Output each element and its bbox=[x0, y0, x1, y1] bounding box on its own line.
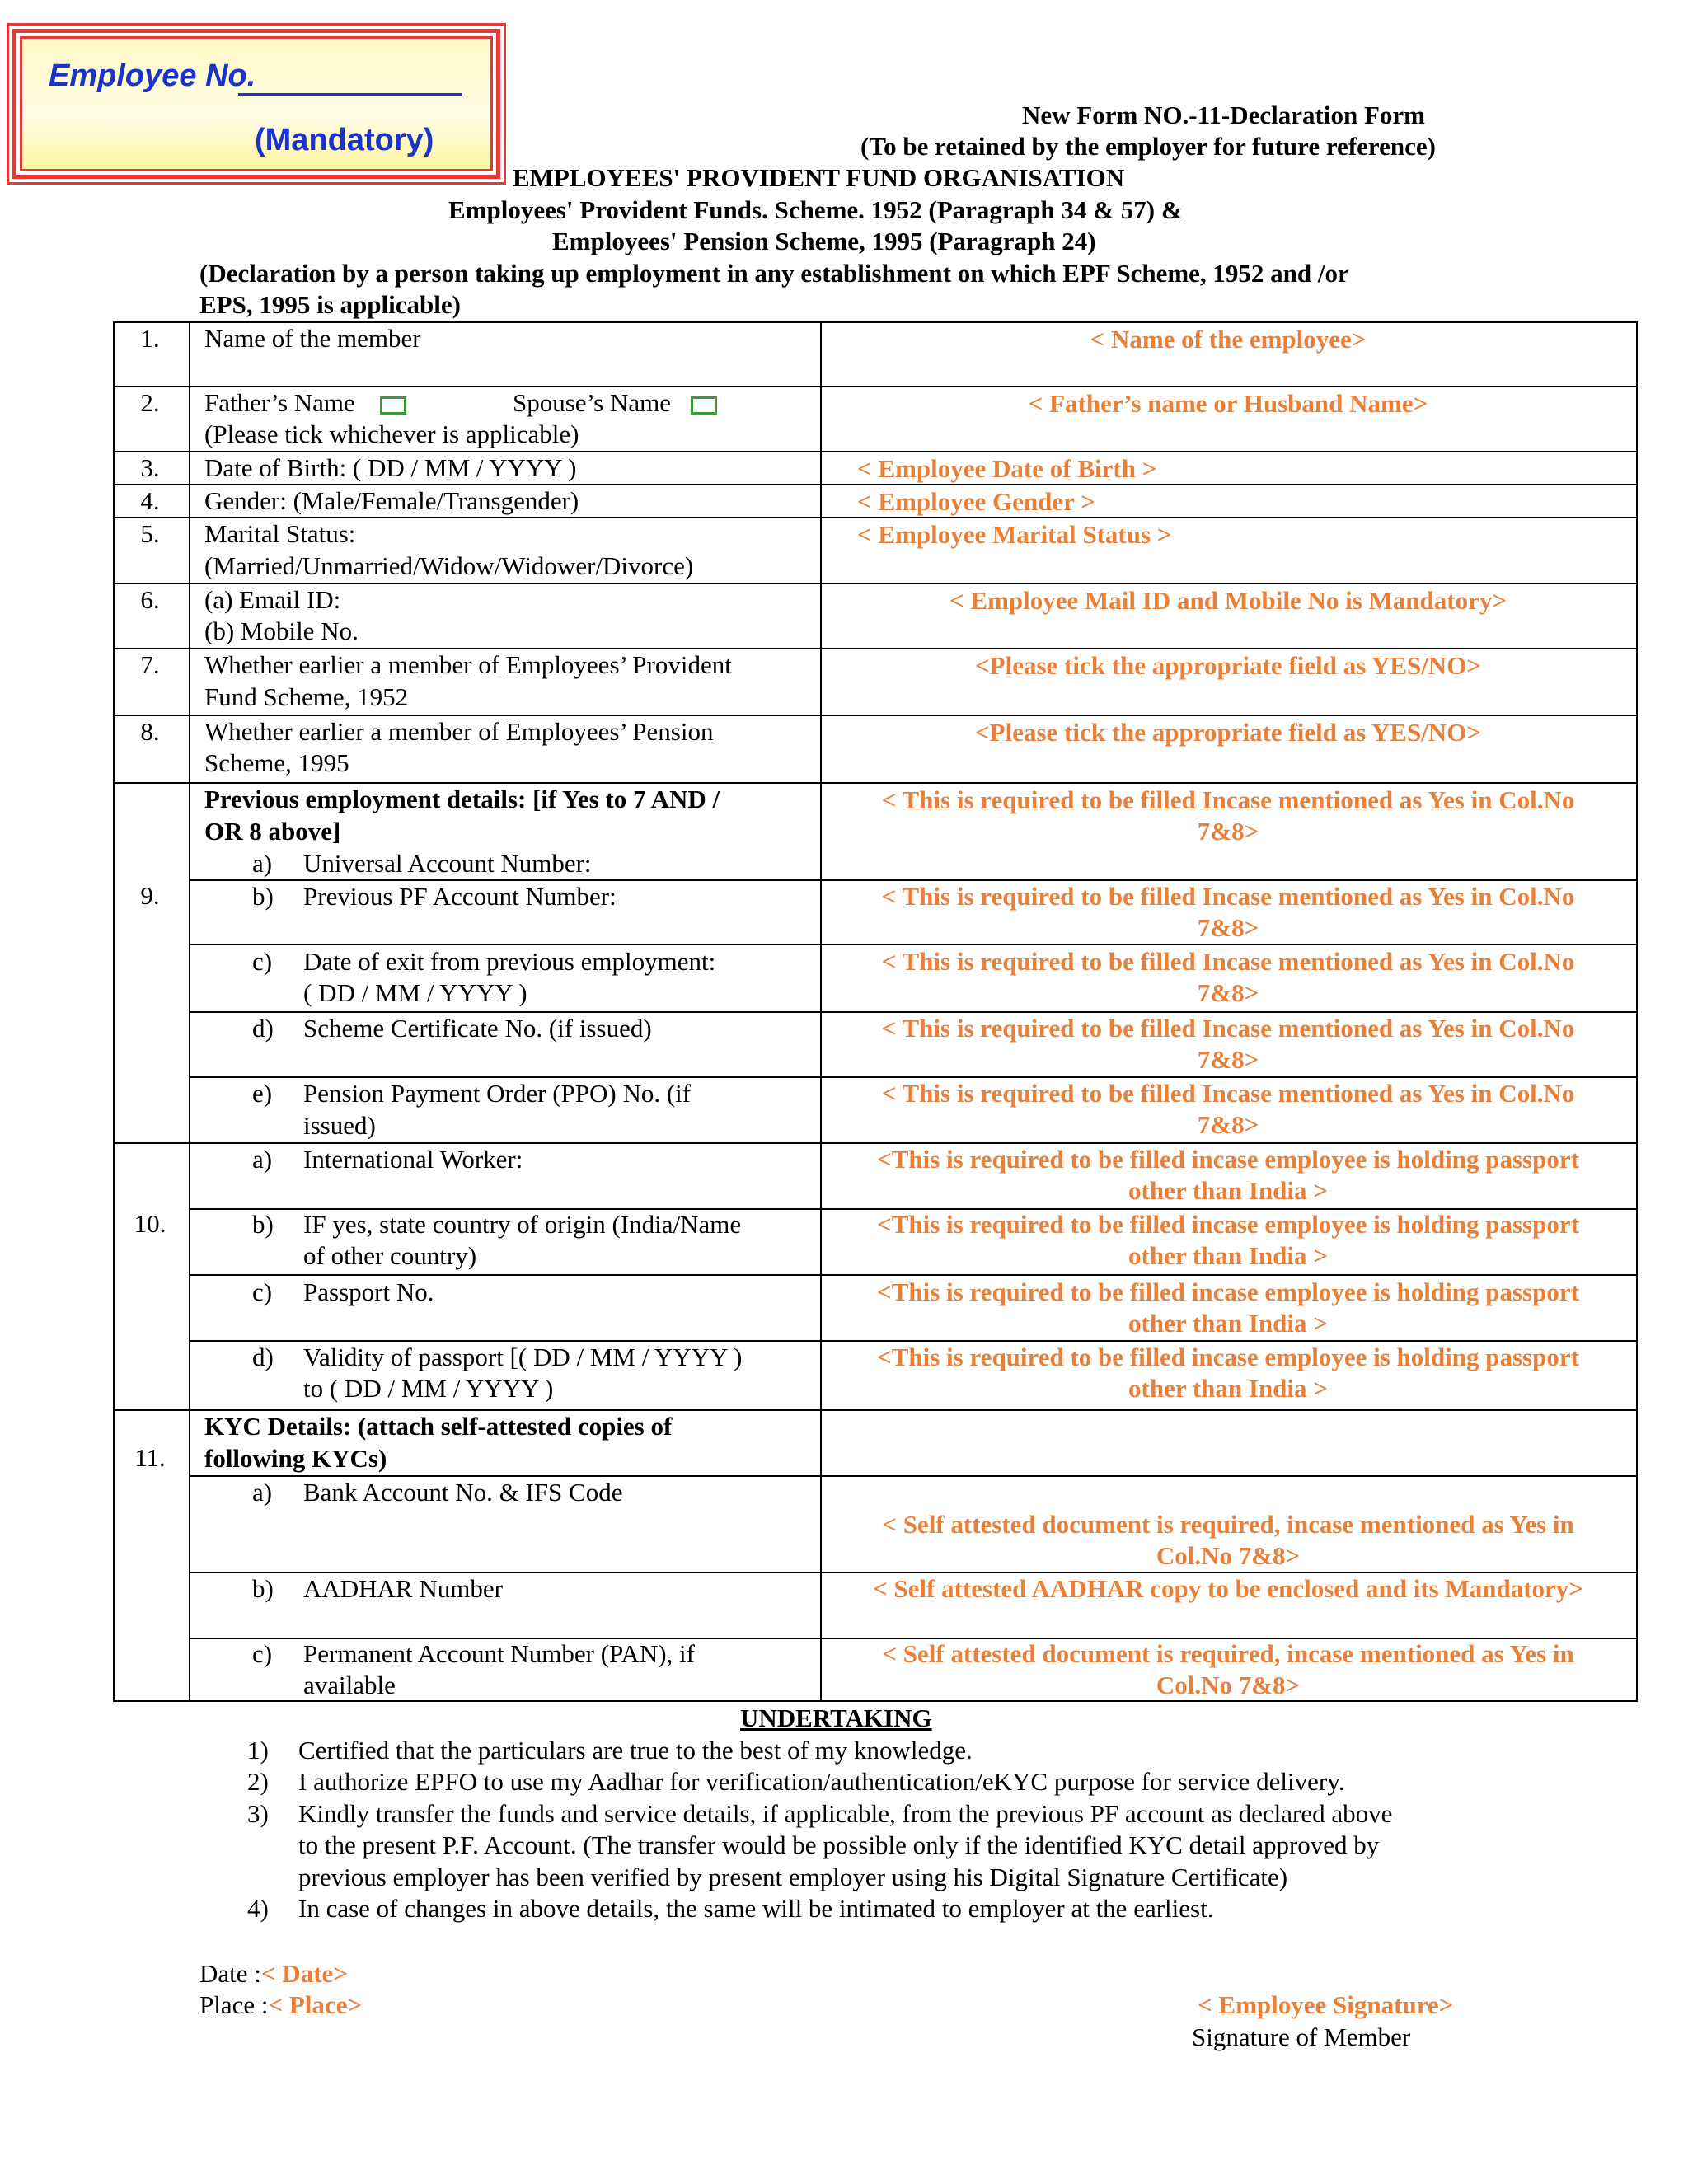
row-8-number: 8. bbox=[140, 717, 160, 746]
exit-date-label-2: ( DD / MM / YYYY ) bbox=[303, 978, 528, 1007]
intl-worker-label: International Worker: bbox=[303, 1145, 523, 1174]
row-6-number: 6. bbox=[140, 585, 160, 614]
row-3-number: 3. bbox=[140, 453, 160, 482]
eps-member-label-1: Whether earlier a member of Employees’ Pension bbox=[204, 717, 714, 746]
declaration-line-1: (Declaration by a person taking up employment in any establishment on which EPF Scheme, 1952 and /or bbox=[199, 259, 1349, 288]
bank-letter: a) bbox=[252, 1478, 273, 1507]
form-title: New Form NO.-11-Declaration Form bbox=[1022, 101, 1425, 129]
passport-field-line-1[interactable]: <This is required to be filled incase employee is holding passport bbox=[877, 1277, 1579, 1306]
member-name-field[interactable]: < Name of the employee> bbox=[1090, 325, 1367, 354]
passport-validity-letter: d) bbox=[252, 1343, 274, 1371]
intl-worker-letter: a) bbox=[252, 1145, 273, 1174]
undertaking-item-1-number: 1) bbox=[247, 1736, 269, 1765]
place-line bbox=[199, 1990, 362, 2021]
father-or-husband-name-field[interactable]: < Father’s name or Husband Name> bbox=[1028, 389, 1428, 418]
uan-label: Universal Account Number: bbox=[303, 849, 592, 878]
undertaking-item-2: I authorize EPFO to use my Aadhar for verification/authentication/eKYC purpose for service delivery. bbox=[298, 1767, 1345, 1796]
eps-member-field[interactable]: <Please tick the appropriate field as YES/NO> bbox=[975, 718, 1481, 747]
tick-note: (Please tick whichever is applicable) bbox=[204, 419, 579, 448]
undertaking-title: UNDERTAKING bbox=[740, 1704, 932, 1732]
passport-letter: c) bbox=[252, 1277, 273, 1306]
marital-status-options: (Married/Unmarried/Widow/Widower/Divorce) bbox=[204, 551, 694, 580]
exit-date-label-1: Date of exit from previous employment: bbox=[303, 947, 716, 976]
bank-label: Bank Account No. & IFS Code bbox=[303, 1478, 623, 1507]
undertaking-item-3-number: 3) bbox=[247, 1799, 269, 1828]
employee-number-line[interactable] bbox=[238, 93, 462, 96]
employee-number-box bbox=[7, 23, 506, 185]
scheme-cert-field-line-1[interactable]: < This is required to be filled Incase mentioned as Yes in Col.No bbox=[881, 1014, 1575, 1043]
row-4-number: 4. bbox=[140, 486, 160, 515]
scheme-line-2: Employees' Pension Scheme, 1995 (Paragraph 24) bbox=[552, 227, 1096, 255]
ppo-label-2: issued) bbox=[303, 1111, 376, 1140]
date-field[interactable]: < Date> bbox=[260, 1959, 348, 1988]
country-letter: b) bbox=[252, 1210, 274, 1239]
scheme-cert-field-line-2[interactable]: 7&8> bbox=[1197, 1045, 1259, 1074]
ppo-field-line-1[interactable]: < This is required to be filled Incase mentioned as Yes in Col.No bbox=[881, 1079, 1575, 1108]
country-field-line-1[interactable]: <This is required to be filled incase employee is holding passport bbox=[877, 1210, 1579, 1239]
retained-note: (To be retained by the employer for future reference) bbox=[860, 132, 1436, 161]
aadhar-letter: b) bbox=[252, 1574, 274, 1603]
scheme-cert-label: Scheme Certificate No. (if issued) bbox=[303, 1014, 652, 1043]
row-7-number: 7. bbox=[140, 650, 160, 679]
date-label: Date : bbox=[199, 1959, 261, 1988]
mobile-label: (b) Mobile No. bbox=[204, 616, 359, 645]
row-10-number: 10. bbox=[134, 1209, 166, 1238]
undertaking-item-4: In case of changes in above details, the same will be intimated to employer at the earliest. bbox=[298, 1894, 1214, 1923]
passport-validity-label-2: to ( DD / MM / YYYY ) bbox=[303, 1374, 554, 1403]
employee-number-label: Employee No. bbox=[49, 59, 256, 93]
scheme-line-1: Employees' Provident Funds. Scheme. 1952 (Paragraph 34 & 57) & bbox=[448, 195, 1183, 224]
ppo-letter: e) bbox=[252, 1079, 273, 1108]
uan-letter: a) bbox=[252, 849, 273, 878]
ppo-label-1: Pension Payment Order (PPO) No. (if bbox=[303, 1079, 692, 1108]
passport-validity-label-1: Validity of passport [( DD / MM / YYYY ) bbox=[303, 1343, 743, 1371]
row-11-number: 11. bbox=[134, 1443, 166, 1472]
email-mobile-field[interactable]: < Employee Mail ID and Mobile No is Mandatory> bbox=[950, 586, 1507, 615]
eps-member-label-2: Scheme, 1995 bbox=[204, 748, 349, 777]
country-label-2: of other country) bbox=[303, 1241, 477, 1270]
org-name: EMPLOYEES' PROVIDENT FUND ORGANISATION bbox=[513, 163, 1125, 192]
row-1-number: 1. bbox=[140, 324, 160, 353]
marital-status-field[interactable]: < Employee Marital Status > bbox=[857, 520, 1172, 549]
exit-date-field-line-2[interactable]: 7&8> bbox=[1197, 978, 1259, 1007]
passport-validity-field-line-2[interactable]: other than India > bbox=[1128, 1374, 1328, 1403]
prev-pf-field-line-2[interactable]: 7&8> bbox=[1197, 913, 1259, 942]
exit-date-letter: c) bbox=[252, 947, 273, 976]
prev-pf-field-line-1[interactable]: < This is required to be filled Incase mentioned as Yes in Col.No bbox=[881, 882, 1575, 911]
epf-member-label-1: Whether earlier a member of Employees’ Provident bbox=[204, 650, 732, 679]
undertaking-item-3-line-2: to the present P.F. Account. (The transfer would be possible only if the identified KYC detail approved by bbox=[298, 1830, 1380, 1859]
row-9-number: 9. bbox=[140, 881, 160, 910]
row-1-label: Name of the member bbox=[204, 324, 421, 353]
pan-field-line-1[interactable]: < Self attested document is required, incase mentioned as Yes in bbox=[882, 1639, 1574, 1668]
bank-field-line-2[interactable]: Col.No 7&8> bbox=[1156, 1541, 1301, 1570]
passport-label: Passport No. bbox=[303, 1277, 434, 1306]
row-2-number: 2. bbox=[140, 388, 160, 417]
place-label: Place : bbox=[199, 1990, 269, 2019]
ppo-field-line-2[interactable]: 7&8> bbox=[1197, 1110, 1259, 1139]
pan-field-line-2[interactable]: Col.No 7&8> bbox=[1156, 1671, 1301, 1699]
intl-worker-field-line-1[interactable]: <This is required to be filled incase employee is holding passport bbox=[877, 1145, 1579, 1174]
undertaking-item-3-line-1: Kindly transfer the funds and service details, if applicable, from the previous PF account as declared above bbox=[298, 1799, 1393, 1828]
mandatory-label: (Mandatory) bbox=[255, 123, 434, 157]
place-field[interactable]: < Place> bbox=[268, 1990, 363, 2019]
spouse-name-label: Spouse’s Name bbox=[513, 387, 717, 419]
dob-label: Date of Birth: ( DD / MM / YYYY ) bbox=[204, 453, 577, 482]
spouse-name-checkbox[interactable] bbox=[691, 396, 717, 415]
pan-label-1: Permanent Account Number (PAN), if bbox=[303, 1639, 695, 1668]
epf-member-label-2: Fund Scheme, 1952 bbox=[204, 682, 409, 711]
country-field-line-2[interactable]: other than India > bbox=[1128, 1241, 1328, 1270]
row-5-number: 5. bbox=[140, 519, 160, 548]
undertaking-item-2-number: 2) bbox=[247, 1767, 269, 1796]
signature-label: Signature of Member bbox=[1192, 2022, 1411, 2051]
exit-date-field-line-1[interactable]: < This is required to be filled Incase mentioned as Yes in Col.No bbox=[881, 947, 1575, 976]
aadhar-field[interactable]: < Self attested AADHAR copy to be enclosed and its Mandatory> bbox=[873, 1574, 1583, 1603]
kyc-heading-1: KYC Details: (attach self-attested copies of bbox=[204, 1412, 673, 1441]
father-name-checkbox[interactable] bbox=[380, 396, 406, 415]
kyc-heading-2: following KYCs) bbox=[204, 1444, 387, 1473]
email-label: (a) Email ID: bbox=[204, 585, 341, 614]
gender-field[interactable]: < Employee Gender > bbox=[857, 487, 1095, 516]
employee-signature-field[interactable]: < Employee Signature> bbox=[1198, 1990, 1454, 2019]
passport-field-line-2[interactable]: other than India > bbox=[1128, 1309, 1328, 1338]
dob-field[interactable]: < Employee Date of Birth > bbox=[857, 454, 1157, 483]
uan-field-line-1[interactable]: < This is required to be filled Incase mentioned as Yes in Col.No bbox=[881, 785, 1575, 814]
prev-pf-letter: b) bbox=[252, 882, 274, 911]
passport-validity-field-line-1[interactable]: <This is required to be filled incase employee is holding passport bbox=[877, 1343, 1579, 1371]
undertaking-item-1: Certified that the particulars are true to the best of my knowledge. bbox=[298, 1736, 973, 1765]
pan-letter: c) bbox=[252, 1639, 273, 1668]
country-label-1: IF yes, state country of origin (India/Name bbox=[303, 1210, 742, 1239]
bank-field-line-1[interactable]: < Self attested document is required, incase mentioned as Yes in bbox=[882, 1510, 1574, 1539]
undertaking-item-4-number: 4) bbox=[247, 1894, 269, 1923]
declaration-line-2: EPS, 1995 is applicable) bbox=[199, 290, 461, 319]
scheme-cert-letter: d) bbox=[252, 1014, 274, 1043]
aadhar-label: AADHAR Number bbox=[303, 1574, 503, 1603]
intl-worker-field-line-2[interactable]: other than India > bbox=[1128, 1176, 1328, 1205]
prev-pf-label: Previous PF Account Number: bbox=[303, 882, 617, 911]
marital-status-label: Marital Status: bbox=[204, 519, 356, 548]
undertaking-item-3-line-3: previous employer has been verified by present employer using his Digital Signature Certificate) bbox=[298, 1863, 1288, 1891]
uan-field-line-2[interactable]: 7&8> bbox=[1197, 817, 1259, 846]
father-name-label: Father’s Name bbox=[204, 387, 406, 419]
previous-employment-heading-1: Previous employment details: [if Yes to 7 AND / bbox=[204, 785, 720, 813]
date-line bbox=[199, 1958, 348, 1990]
gender-label: Gender: (Male/Female/Transgender) bbox=[204, 486, 579, 515]
pan-label-2: available bbox=[303, 1671, 396, 1699]
previous-employment-heading-2: OR 8 above] bbox=[204, 817, 341, 846]
epf-member-field[interactable]: <Please tick the appropriate field as YES/NO> bbox=[975, 651, 1481, 680]
